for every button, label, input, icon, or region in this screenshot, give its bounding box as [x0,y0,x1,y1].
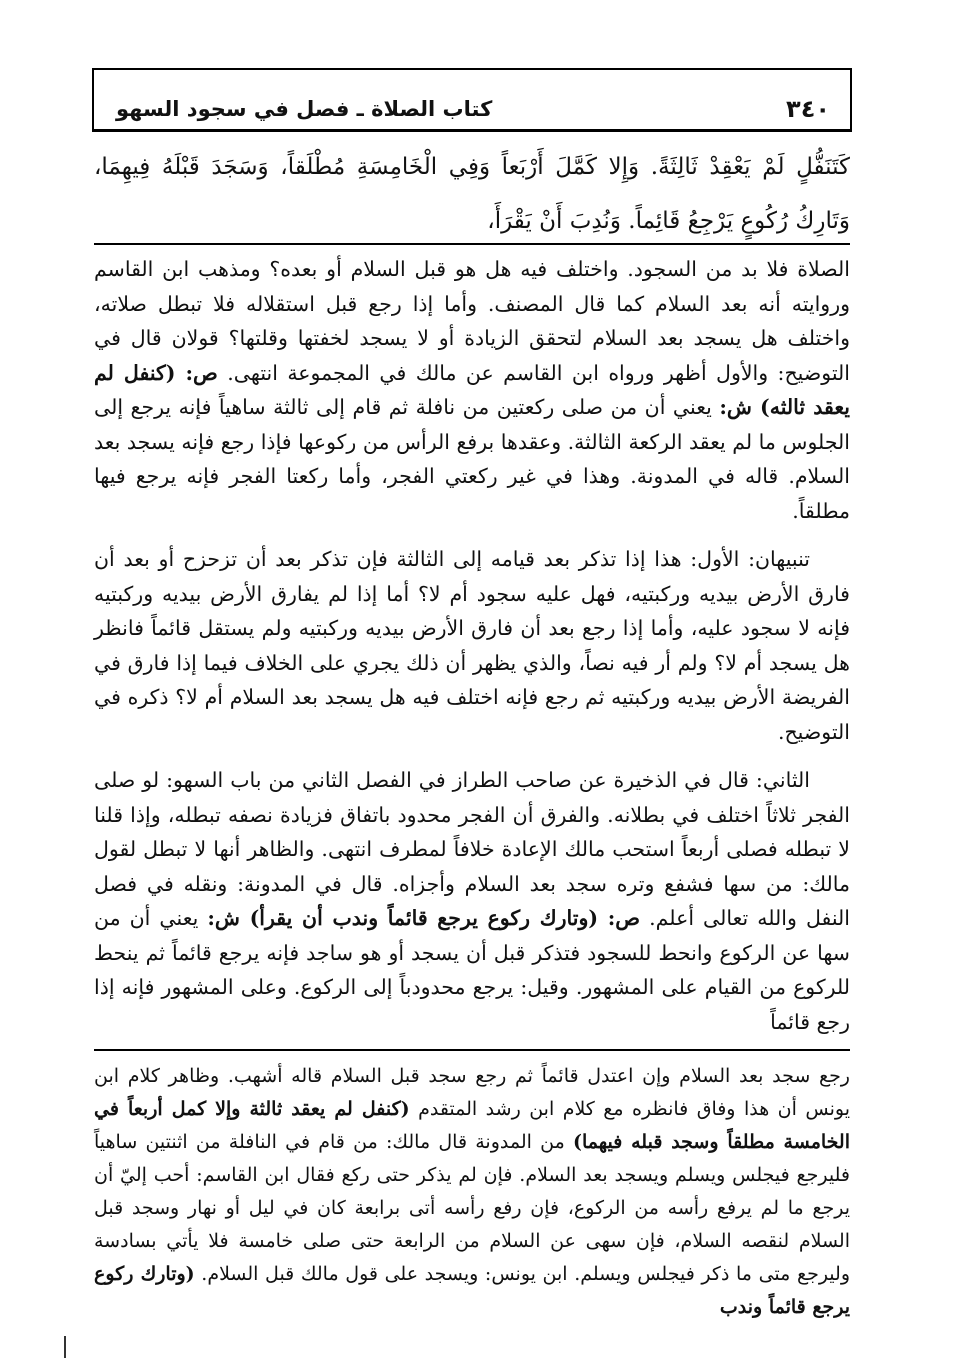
sharh-p1-text-1: الصلاة فلا بد من السجود. واختلف فيه هل هو قبل السلام أو بعده؟ ومذهب ابن القاسم وروايته أنه بعد السلام كما قال المصنف. وأما إذا رجع قبل استقلاله فلا تبطل صلاته، واختلف هل يسجد بعد السلام لتحقق الزيادة أو لا يسجد لخفتها وقلتها؟ قولان قال في التوضيح: والأول أظهر ورواه ابن القاسم عن مالك في المجموعة انتهى. [94,257,850,385]
footnote-quote-2: (وتارك ركوع يرجع قائماً وندب [94,1263,850,1318]
scan-margin-mark [64,1336,66,1358]
page-header [92,68,852,132]
sharh-p3-text-1: الثاني: قال في الذخيرة عن صاحب الطراز في الفصل الثاني من باب السهو: لو صلى الفجر ثلاثاً اختلف في بطلانه. والفرق أن الفجر محدود باتفاق فزيادة نصفه تبطله، وإذا قلنا لا تبطله فصلى أربعاً استحب مالك الإعادة خلافاً لمطرف انتهى. والظاهر أنها لا تبطل لقول مالك: من سها فشفع وتره سجد بعد السلام وأجزاه. قال في المدونة: ونقله في فصل النفل والله تعالى أعلم. [94,768,850,930]
sharh-paragraph-1 [94,252,850,528]
sharh-p1-text-2: يعني أن من صلى ركعتين من نافلة ثم قام إلى ثالثة ساهياً فإنه يرجع إلى الجلوس ما لم يعقد الركعة الثالثة. وعقدها برفع الرأس من ركوعها فإذا رجع فإنه يسجد بعد السلام. قاله في المدونة. وهذا في غير ركعتي الفجر، وأما ركعتا الفجر فإنه يرجع فيها مطلقاً. [94,395,850,523]
footnote-paragraph [94,1060,850,1324]
running-title: كتاب الصلاة ـ فصل في سجود السهو [116,96,493,121]
sharh-body [94,252,850,1039]
sharh-paragraph-2 [94,542,850,749]
sharh-p1-quote: ص: (كنفل لم يعقد ثالثه) ش: [94,360,850,419]
footnote-text-1: رجع سجد بعد السلام وإن اعتدل قائماً ثم رجع سجد قبل السلام قاله أشهب. وظاهر كلام ابن يونس أن هذا وفاق فانظره مع كلام ابن رشد المتقدم [94,1065,850,1120]
sharh-p2-text: تنبيهان: الأول: هذا إذا تذكر بعد قيامه إلى الثالثة فإن تذكر بعد أن تزحزح أو بعد أن فارق الأرض بيديه وركبتيه، فهل عليه سجود أم لا؟ أما إذا لم يفارق الأرض بيديه وركبتيه فإنه لا سجود عليه، وأما إذا رجع بعد أن فارق الأرض بيديه وركبتيه ولم يستقل قائماً فانظر هل يسجد أم لا؟ ولم أر فيه نصاً، والذي يظهر أن ذلك يجري على الخلاف فيما إذا فارق في الفريضة الأرض بيديه وركبتيه ثم رجع فإنه اختلف فيه هل يسجد بعد السلام أم لا؟ ذكره في التوضيح. [94,547,850,744]
footnote-divider [94,1049,850,1051]
sharh-paragraph-3 [94,763,850,1039]
page-number: ٣٤٠ [786,94,830,123]
footnote-text-2: من المدونة قال مالك: من قام في النافلة من اثنتين ساهياً فليرجع فيجلس ويسلم ويسجد بعد السلام. فإن لم يذكر حتى ركع فقال ابن القاسم: أحب إليّ أن يرجع ما لم يرفع رأسه من الركوع، فإن رفع رأسه أتى برابعة كان في ليل أو نهار وسجد قبل السلام لنقصه السلام، فإن سهى عن السلام من الرابعة حتى صلى خامسة فلا يأتي بسادسة وليرجع متى ما ذكر فيجلس ويسلم. ابن يونس: ويسجد على قول مالك قبل السلام. [94,1131,851,1285]
sharh-p3-quote: ص: (وتارك ركوع يرجع قائماً وندب أن يقرأ) ش: [207,906,641,930]
footnote-quote-1: (كنفل لم يعقد ثالثة وإلا كمل أربعاً في الخامسة مطلقاً وسجد قبله فيهما) [94,1098,850,1153]
sharh-p3-text-2: يعني أن من سها عن الركوع وانحط للسجود فتذكر قبل أن يسجد أو هو ساجد فإنه يرجع قائماً ثم ينحط للركوع من القيام على المشهور. وقيل: يرجع محدودباً إلى الركوع. وعلى المشهور فإنه إذا رجع قائماً [94,906,850,1034]
matn-text: كَتَنَفُّلٍ لَمْ يَعْقِدْ ثَالِثَةً. وَإِلا كَمَّلَ أَرْبَعاً وَفِي الْخَامِسَةِ مُطْلَقاً، وَسَجَدَ قَبْلَهُ فِيهِمَا، وَتَارِكُ رُكُوعٍ يَرْجِعُ قَائِماً. وَنُدِبَ أَنْ يَقْرَأَ، [94,154,850,234]
footnote-body [94,1060,850,1324]
matn-divider [94,243,850,245]
